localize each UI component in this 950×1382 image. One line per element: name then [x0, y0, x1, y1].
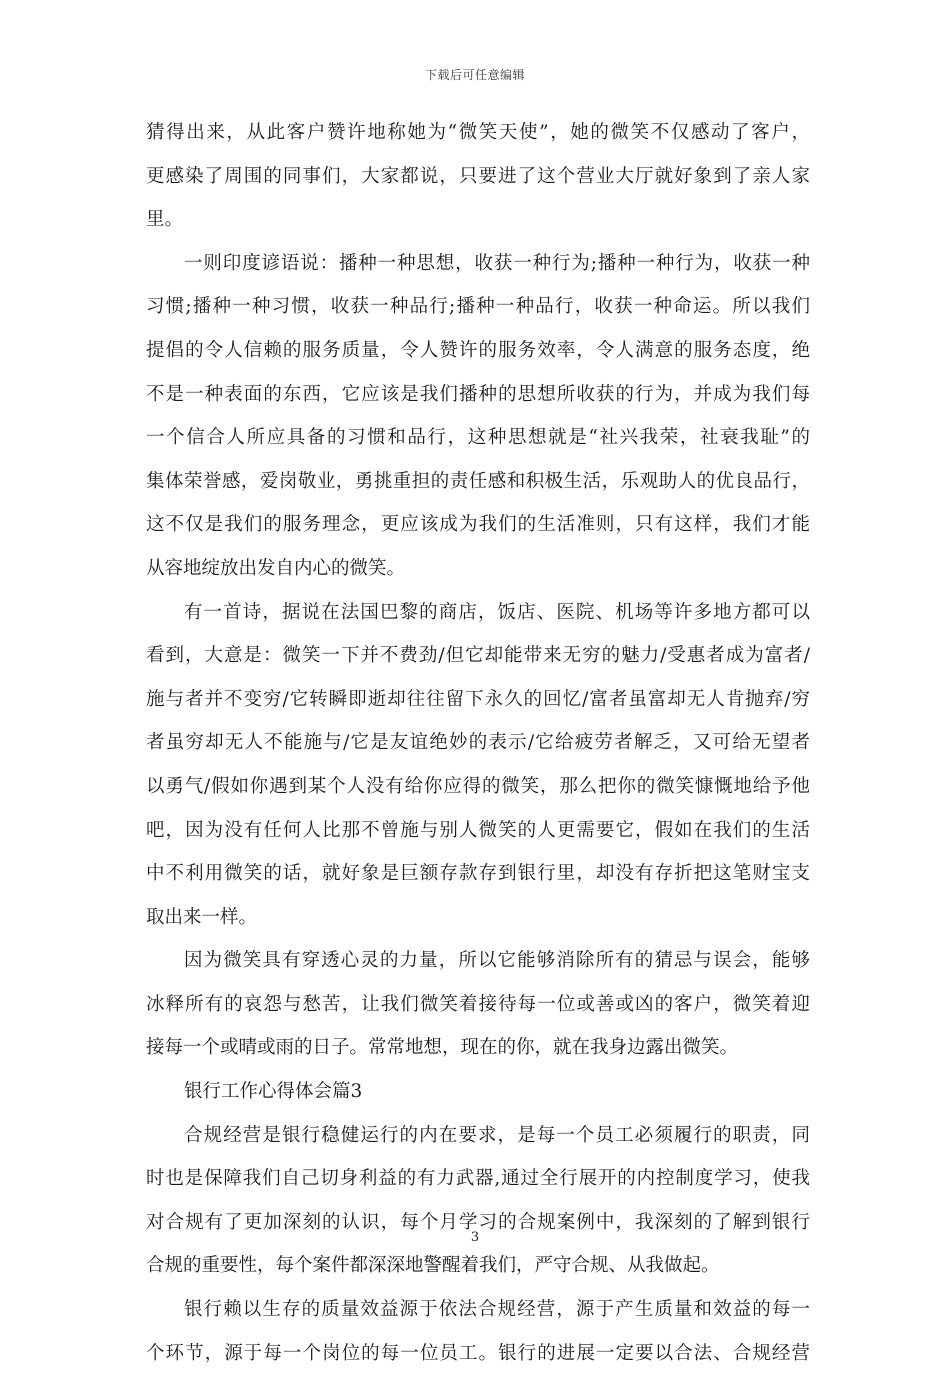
body-line: 一个信合人所应具备的习惯和品行，这种思想就是“社兴我荣，社衰我耻”的	[146, 427, 810, 449]
body-line: 有一首诗，据说在法国巴黎的商店，饭店、医院、机场等许多地方都可以	[184, 601, 810, 623]
body-line: 对合规有了更加深刻的认识，每个月学习的合规案例中，我深刻的了解到银行	[146, 1211, 810, 1233]
body-line: 从容地绽放出发自内心的微笑。	[146, 557, 406, 579]
body-line: 时也是保障我们自己切身利益的有力武器,通过全行展开的内控制度学习，使我	[146, 1168, 810, 1190]
body-line: 银行赖以生存的质量效益源于依法合规经营，源于产生质量和效益的每一	[184, 1299, 810, 1321]
body-line: 看到，大意是：微笑一下并不费劲/但它却能带来无穷的魅力/受惠者成为富者/	[146, 645, 810, 667]
body-line: 中不利用微笑的话，就好象是巨额存款存到银行里，却没有存折把这笔财宝支	[146, 863, 810, 885]
body-line: 合规的重要性，每个案件都深深地警醒着我们，严守合规、从我做起。	[146, 1255, 720, 1277]
body-line: 者虽穷却无人不能施与/它是友谊绝妙的表示/它给疲劳者解乏，又可给无望者	[146, 732, 810, 754]
body-line: 不是一种表面的东西，它应该是我们播种的思想所收获的行为，并成为我们每	[146, 383, 810, 405]
body-line: 猜得出来，从此客户赞许地称她为“微笑天使”，她的微笑不仅感动了客户，	[146, 122, 810, 143]
body-line: 施与者并不变穷/它转瞬即逝却往往留下永久的回忆/富者虽富却无人肯抛弃/穷	[146, 688, 810, 710]
body-line: 习惯;播种一种习惯，收获一种品行;播种一种品行，收获一种命运。所以我们	[146, 296, 810, 318]
page-header: 下载后可任意编辑	[424, 68, 525, 82]
body-line: 吧，因为没有任何人比那不曾施与别人微笑的人更需要它，假如在我们的生活	[146, 819, 810, 841]
body-line: 冰释所有的哀怨与愁苦，让我们微笑着接待每一位或善或凶的客户，微笑着迎	[146, 993, 810, 1015]
page-number: 3	[470, 1230, 480, 1245]
body-line: 因为微笑具有穿透心灵的力量，所以它能够消除所有的猜忌与误会，能够	[184, 950, 810, 972]
document-body	[146, 118, 810, 1382]
body-line: 里。	[146, 209, 184, 231]
body-line: 这不仅是我们的服务理念，更应该成为我们的生活准则，只有这样，我们才能	[146, 514, 810, 536]
body-line: 集体荣誉感，爱岗敬业，勇挑重担的责任感和积极生活，乐观助人的优良品行，	[146, 470, 810, 492]
body-line: 取出来一样。	[146, 906, 258, 928]
section-heading: 银行工作心得体会篇3	[184, 1081, 363, 1103]
body-line: 一则印度谚语说：播种一种思想，收获一种行为;播种一种行为，收获一种	[184, 252, 810, 274]
body-line: 提倡的令人信赖的服务质量，令人赞许的服务效率，令人满意的服务态度，绝	[146, 339, 810, 361]
body-line: 合规经营是银行稳健运行的内在要求，是每一个员工必须履行的职责，同	[184, 1124, 810, 1146]
body-line: 更感染了周围的同事们，大家都说，只要进了这个营业大厅就好象到了亲人家	[146, 165, 810, 187]
body-line: 以勇气/假如你遇到某个人没有给你应得的微笑，那么把你的微笑慷慨地给予他	[146, 775, 810, 797]
body-line: 接每一个或晴或雨的日子。常常地想，现在的你，就在我身边露出微笑。	[146, 1037, 739, 1059]
body-line: 个环节，源于每一个岗位的每一位员工。银行的进展一定要以合法、合规经营	[146, 1342, 810, 1364]
